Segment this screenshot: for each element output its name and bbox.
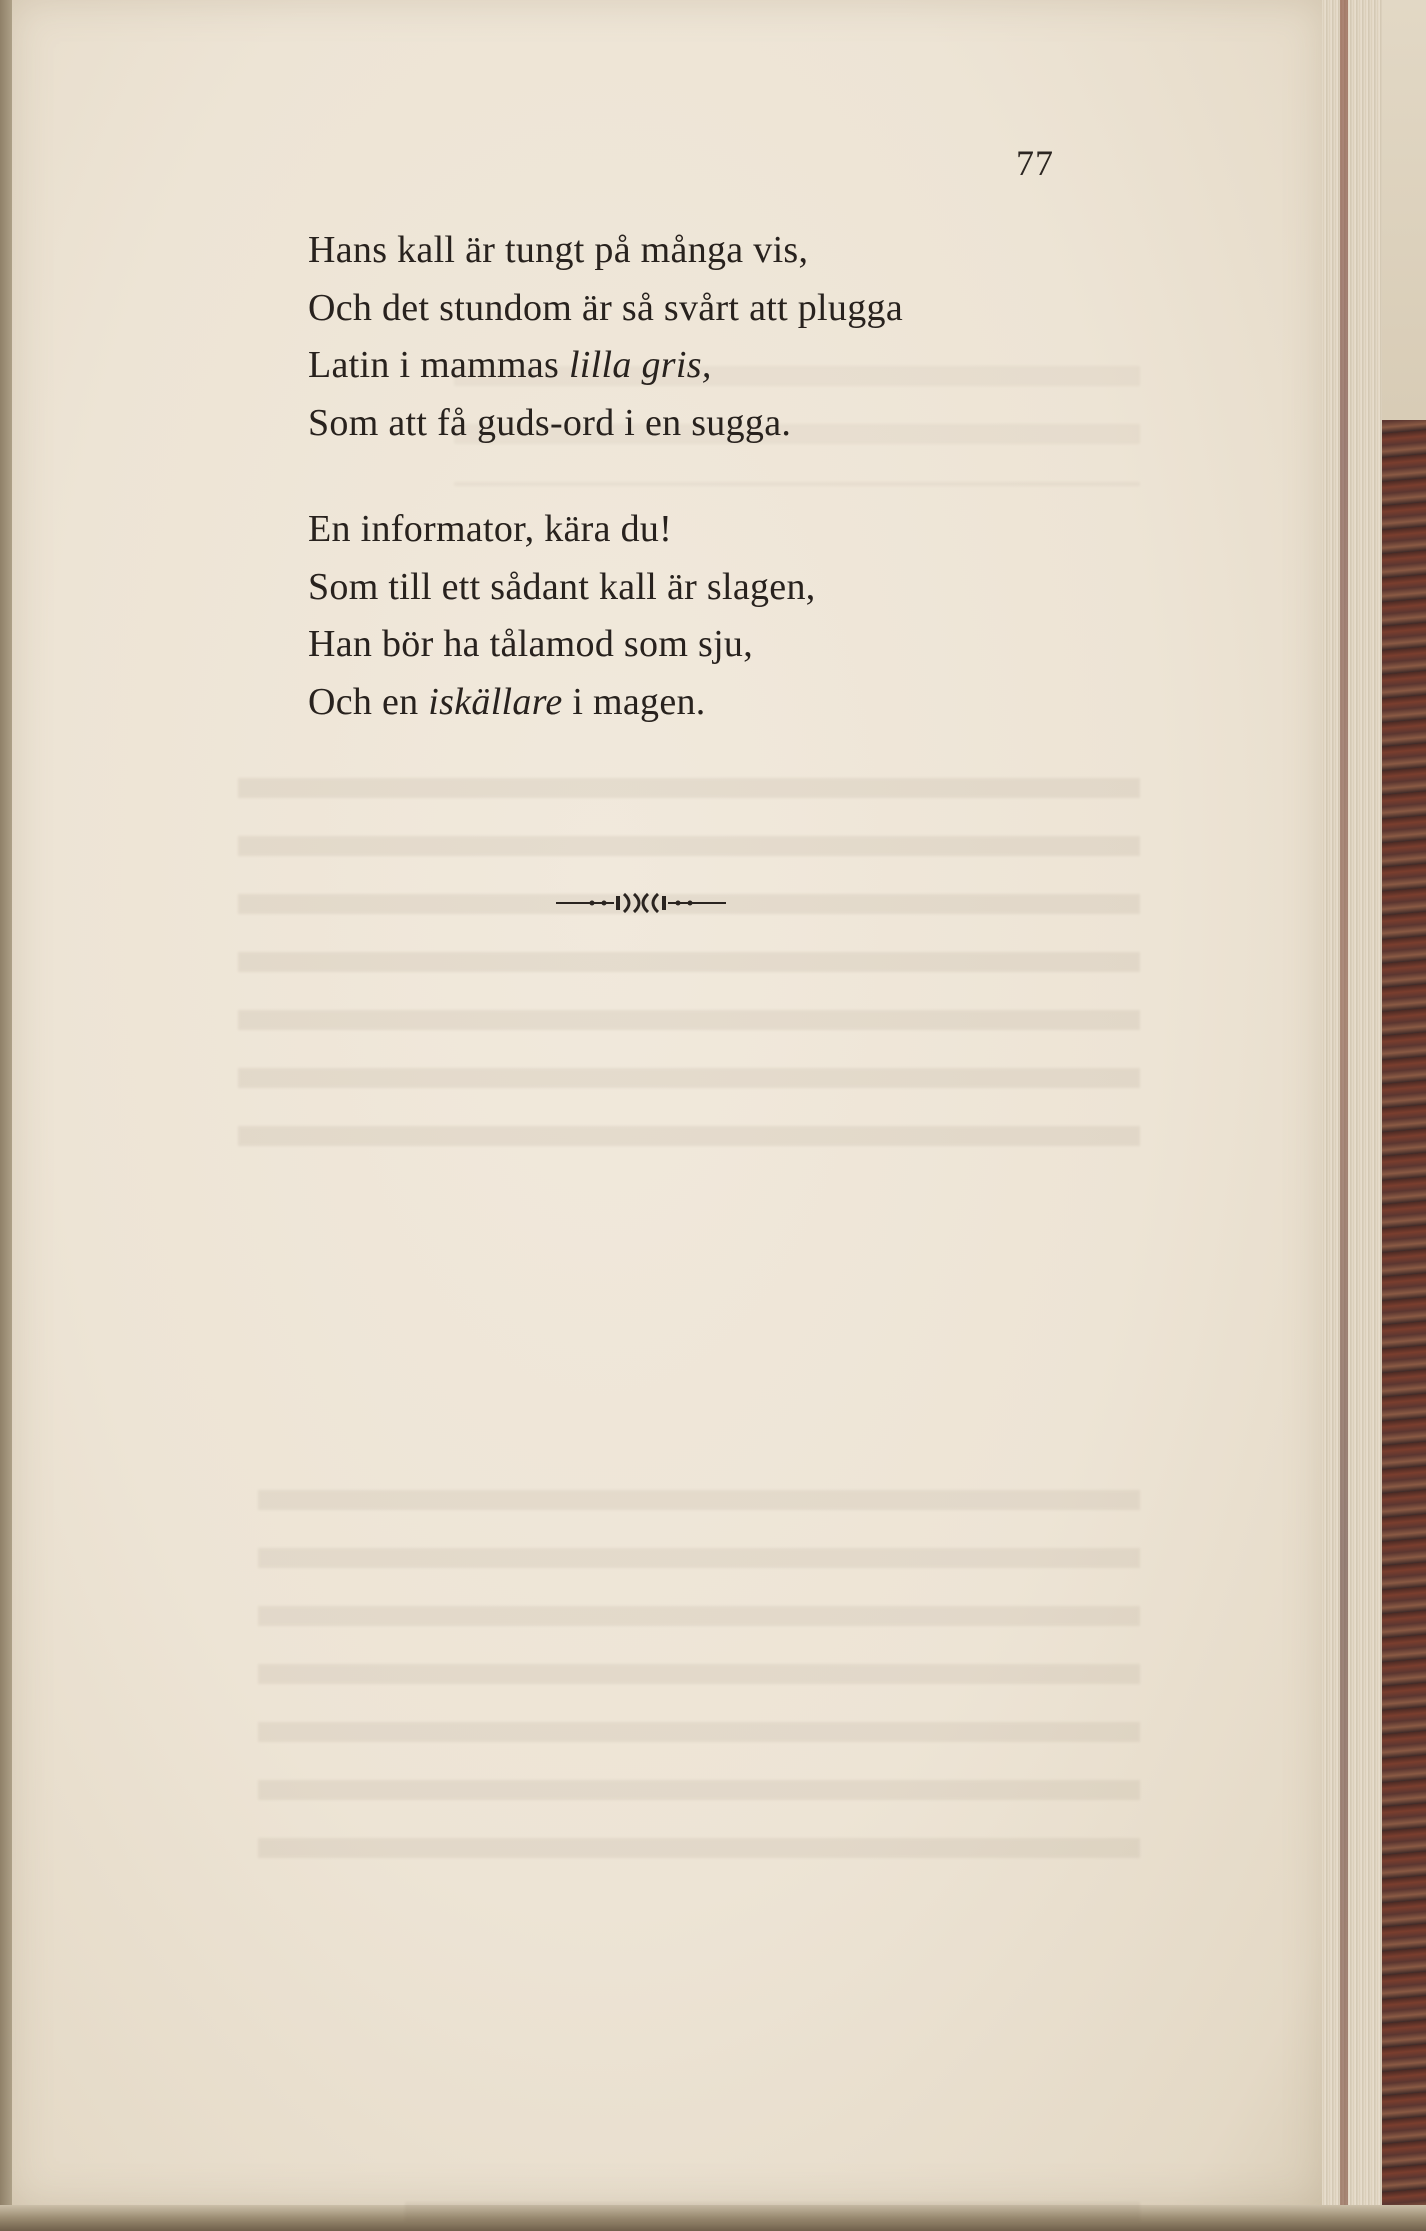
cover-endpaper xyxy=(1382,0,1426,420)
printer-ornament-icon xyxy=(552,888,730,918)
poem-line xyxy=(308,674,1128,732)
line-text: Han bör ha tålamod som sju, xyxy=(308,623,754,665)
line-text: Och det stundom är så svårt att plugga xyxy=(308,286,903,329)
show-through-shadow xyxy=(160,230,1140,1910)
italic-phrase: iskällare xyxy=(428,680,563,723)
poem-line xyxy=(308,222,1128,280)
stanza-1 xyxy=(308,222,1128,452)
line-text: Och en xyxy=(308,680,429,723)
poem-line xyxy=(308,280,1128,338)
poem-line xyxy=(308,395,1128,453)
poem-line xyxy=(308,501,1128,559)
line-text: En informator, kära du! xyxy=(308,508,673,550)
line-text: Hans kall är tungt på många vis, xyxy=(308,229,809,271)
poem-line xyxy=(308,559,1128,617)
page-edges xyxy=(1322,0,1382,2231)
page-number: 77 xyxy=(1016,143,1054,183)
poem-line xyxy=(308,616,1128,674)
line-text: Som till ett sådant kall är slagen, xyxy=(308,565,816,608)
binding-edge xyxy=(1340,0,1348,2231)
line-text: Latin i mammas xyxy=(308,344,569,386)
line-text: i magen. xyxy=(562,680,706,723)
italic-phrase: lilla gris, xyxy=(568,344,712,386)
poem-line xyxy=(308,337,1128,395)
line-text: Som att få guds-ord i en sugga. xyxy=(308,401,792,444)
stanza-2 xyxy=(308,501,1128,731)
